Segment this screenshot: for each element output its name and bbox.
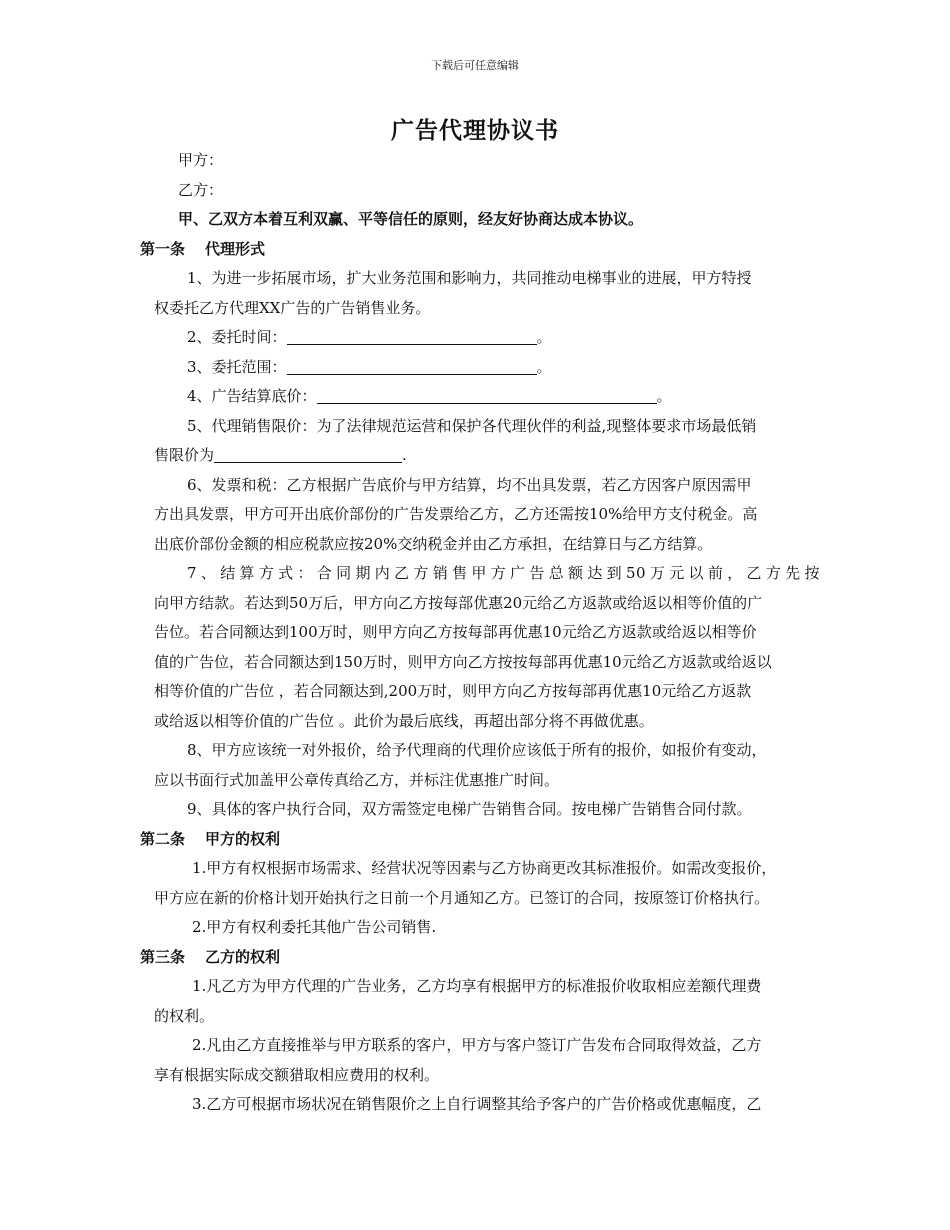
article-1-item-2 [140,323,820,353]
article-3-item-1-line-1: 1.凡乙方为甲方代理的广告业务，乙方均享有根据甲方的标准报价收取相应差额代理费 [192,977,762,995]
party-b-line: 乙方： [178,180,224,199]
price-limit-end: . [402,446,407,464]
article-3-item-1-line-2: 的权利。 [154,1006,215,1025]
article-1-title: 代理形式 [205,239,266,258]
document-body [140,146,820,1120]
article-1-item-5-line-1: 5、代理销售限价：为了法律规范运营和保护各代理伙伴的利益,现整体要求市场最低销 [187,416,757,435]
article-3-item-2-line-2: 享有根据实际成交额猎取相应费用的权利。 [154,1065,440,1084]
article-2-number: 第二条 [140,829,186,848]
article-1-item-7-line-2: 向甲方结款。若达到50万后，甲方向乙方按每部优惠20元给乙方返款或给返以相等价值的广 [154,593,763,612]
article-1-number: 第一条 [140,239,186,258]
article-2-heading [140,825,820,855]
article-3-item-3-line-1: 3.乙方可根据市场状况在销售限价之上自行调整其给予客户的广告价格或优惠幅度，乙 [192,1095,762,1113]
article-1-item-7-line-3: 告位。若合同额达到100万时，则甲方向乙方按每部再优惠10元给乙方返款或给返以相等价 [154,623,757,641]
header-note: 下载后可任意编辑 [431,59,519,72]
article-1-item-5-line-2 [140,441,820,471]
article-1-item-1-line-2: 权委托乙方代理XX广告的广告销售业务。 [154,298,431,317]
article-1-item-6-line-2: 方出具发票，甲方可开出底价部份的广告发票给乙方，乙方还需按10%给甲方支付税金。高 [154,505,758,523]
article-1-item-1-line-1: 1、为进一步拓展市场，扩大业务范围和影响力，共同推动电梯事业的进展，甲方特授 [187,269,752,287]
article-2-item-1-line-2: 甲方应在新的价格计划开始执行之日前一个月通知乙方。已签订的合同，按原签订价格执行。 [154,888,770,907]
delegation-scope-blank [287,358,537,375]
article-1-item-6-line-1: 6、发票和税：乙方根据广告底价与甲方结算，均不出具发票，若乙方因客户原因需甲 [187,475,752,494]
party-a-line: 甲方： [178,151,224,169]
article-1-item-3 [140,353,820,383]
settlement-price-label: 4、广告结算底价： [187,387,317,405]
article-1-item-8-line-2: 应以书面行式加盖甲公章传真给乙方，并标注优惠推广时间。 [154,770,560,789]
article-3-heading [140,943,820,973]
article-1-item-7-line-1: 7、结算方式：合同期内乙方销售甲方广告总额达到50万元以前，乙方先按 [187,564,820,582]
price-limit-text: 售限价为 [154,446,215,464]
article-2-item-1-line-1: 1.甲方有权根据市场需求、经营状况等因素与乙方协商更改其标准报价。如需改变报价， [192,859,777,877]
delegation-time-blank [287,328,537,345]
article-1-item-6-line-3: 出底价部份金额的相应税款应按20%交纳税金并由乙方承担，在结算日与乙方结算。 [154,534,713,553]
period: 。 [536,357,552,376]
article-3-title: 乙方的权利 [205,947,281,966]
delegation-time-label: 2、委托时间： [187,328,287,346]
document-title: 广告代理协议书 [391,117,559,144]
article-1-item-7-line-4: 值的广告位，若合同额达到150万时，则甲方向乙方按按每部再优惠10元给乙方返款或给返以 [154,652,772,671]
article-1-item-7-line-6: 或给返以相等价值的广告位 。此价为最后底线，再超出部分将不再做优惠。 [154,711,654,730]
period: 。 [656,387,672,405]
article-2-item-2: 2.甲方有权利委托其他广告公司销售. [192,918,437,936]
article-1-item-4 [140,382,820,412]
delegation-scope-label: 3、委托范围： [187,357,287,376]
settlement-price-blank [317,387,657,404]
article-3-number: 第三条 [140,947,186,966]
article-1-item-9: 9、具体的客户执行合同，双方需签定电梯广告销售合同。按电梯广告销售合同付款。 [187,800,752,818]
article-3-item-2-line-1: 2.凡由乙方直接推举与甲方联系的客户，甲方与客户签订广告发布合同取得效益，乙方 [192,1036,762,1054]
period: 。 [536,328,552,346]
article-1-item-7-line-5: 相等价值的广告位 ，若合同额达到,200万时，则甲方向乙方按每部再优惠10元给乙方返款 [154,682,752,700]
article-1-heading [140,235,820,265]
preamble: 甲、乙双方本着互利双赢、平等信任的原则，经友好协商达成本协议。 [178,210,644,228]
article-2-title: 甲方的权利 [205,829,281,848]
price-limit-blank [214,446,402,463]
article-1-item-8-line-1: 8、甲方应该统一对外报价，给予代理商的代理价应该低于所有的报价，如报价有变动， [187,741,767,759]
